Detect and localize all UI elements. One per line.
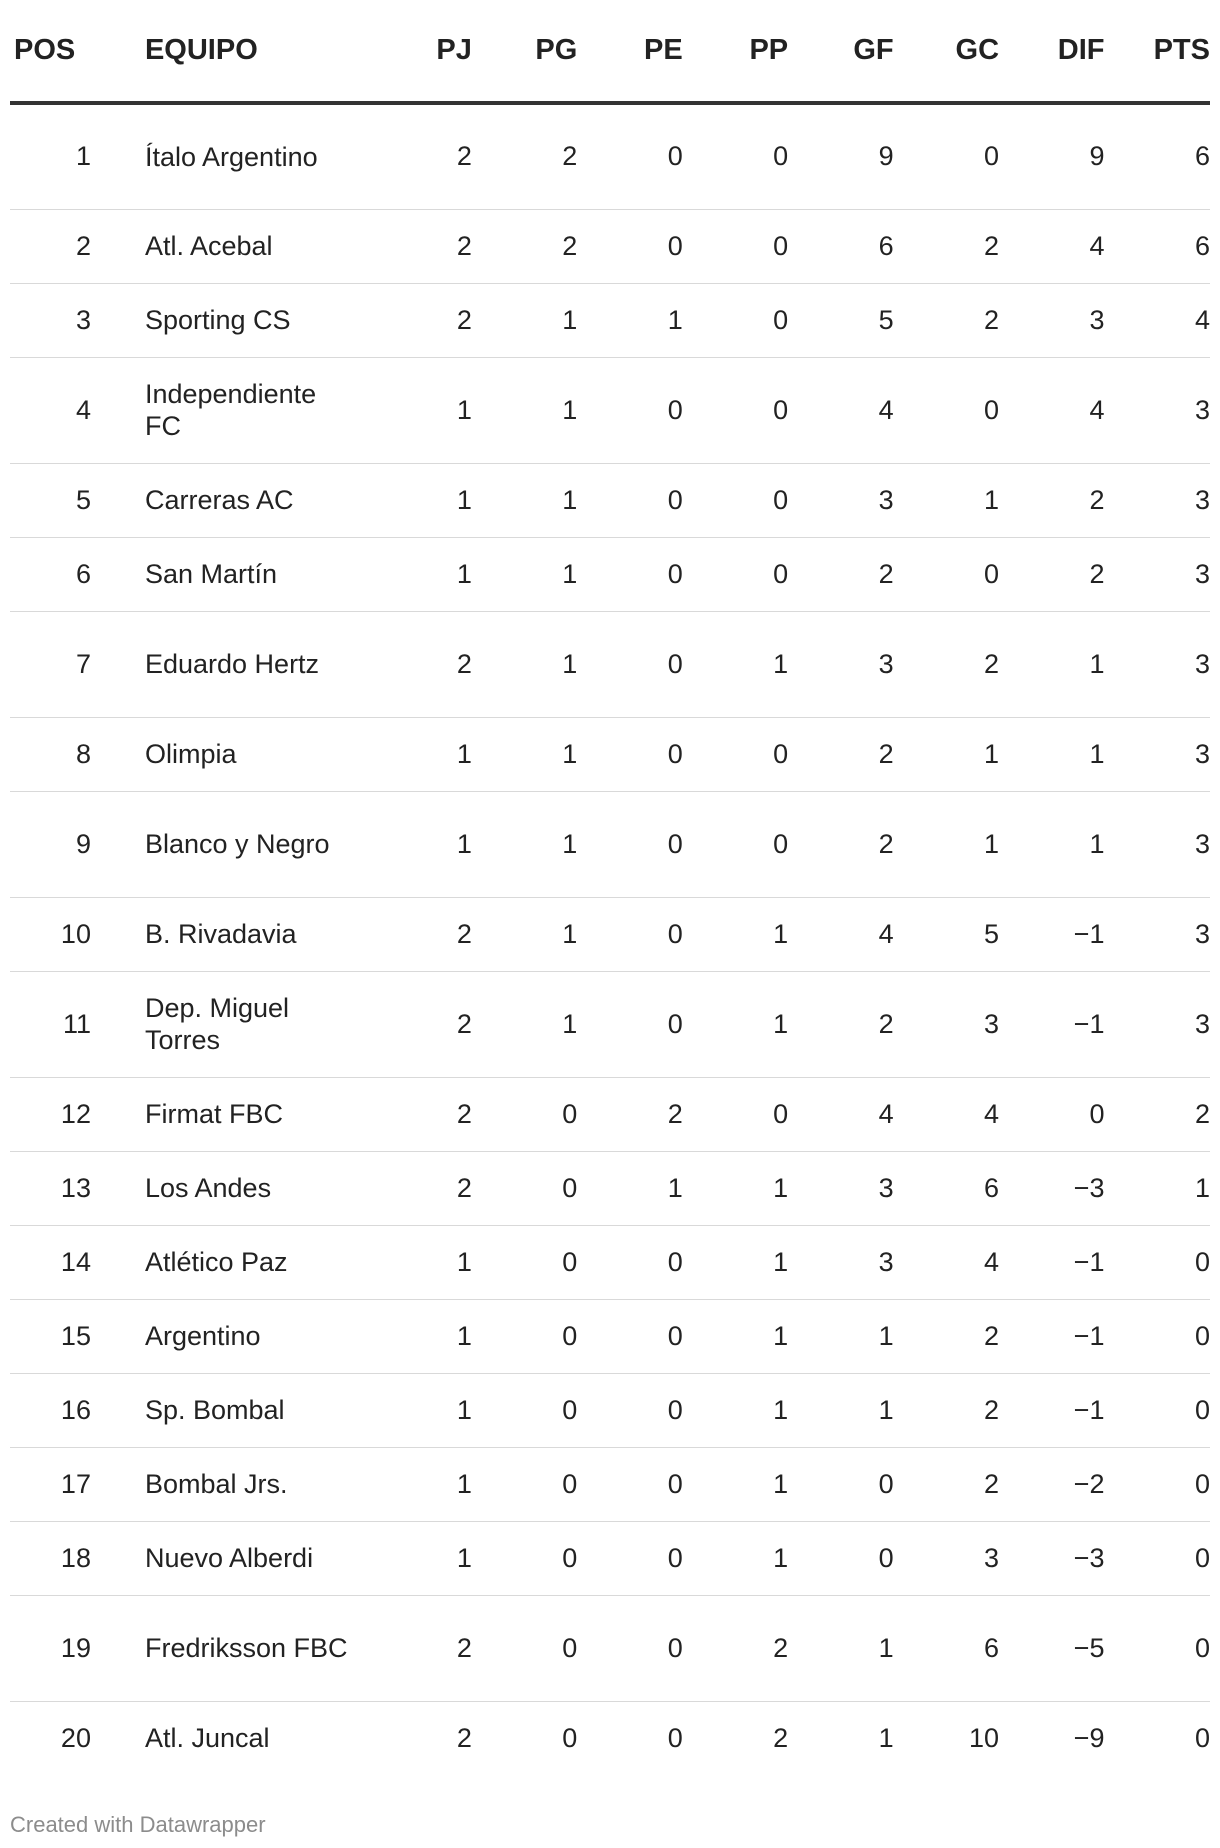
cell-pe: 0: [577, 209, 682, 283]
cell-pos: 3: [10, 283, 145, 357]
cell-dif: 4: [999, 357, 1104, 463]
cell-pp: 1: [683, 611, 788, 717]
cell-team: Independiente FC: [145, 357, 366, 463]
cell-pj: 2: [366, 897, 471, 971]
cell-gc: 0: [894, 537, 999, 611]
cell-team: Nuevo Alberdi: [145, 1521, 366, 1595]
cell-pe: 2: [577, 1077, 682, 1151]
cell-team: Olimpia: [145, 717, 366, 791]
cell-pe: 0: [577, 357, 682, 463]
cell-pp: 0: [683, 103, 788, 209]
cell-dif: 9: [999, 103, 1104, 209]
cell-gf: 0: [788, 1521, 893, 1595]
cell-team: Sp. Bombal: [145, 1373, 366, 1447]
cell-pe: 0: [577, 1225, 682, 1299]
cell-dif: −2: [999, 1447, 1104, 1521]
cell-pp: 0: [683, 717, 788, 791]
cell-pp: 0: [683, 537, 788, 611]
cell-team: Argentino: [145, 1299, 366, 1373]
cell-pos: 2: [10, 209, 145, 283]
cell-gc: 3: [894, 971, 999, 1077]
cell-team: Atl. Juncal: [144, 1723, 270, 1754]
table-row: [10, 1151, 1210, 1225]
cell-pos: 4: [10, 357, 145, 463]
cell-gc: 4: [894, 1225, 999, 1299]
cell-gf: 2: [788, 537, 893, 611]
cell-dif: −3: [999, 1521, 1104, 1595]
cell-gc: 0: [894, 103, 999, 209]
header-pj[interactable]: PJ: [366, 0, 471, 103]
cell-gf: 0: [788, 1447, 893, 1521]
cell-gf: 1: [878, 1722, 894, 1753]
cell-pp: 1: [683, 971, 788, 1077]
cell-pos: 7: [10, 611, 145, 717]
cell-pp: 0: [683, 357, 788, 463]
cell-team: Carreras AC: [145, 463, 366, 537]
cell-gc: 2: [894, 1299, 999, 1373]
cell-pj: 1: [366, 1447, 471, 1521]
cell-dif: 2: [999, 463, 1104, 537]
table-row: [10, 717, 1210, 791]
header-dif[interactable]: DIF: [999, 0, 1104, 103]
cell-pe: 0: [577, 1521, 682, 1595]
cell-gf: 2: [788, 791, 893, 897]
cell-pg: 1: [472, 537, 577, 611]
cell-dif: −1: [999, 1373, 1104, 1447]
cell-pp: 1: [683, 1521, 788, 1595]
cell-gc: 1: [894, 717, 999, 791]
cell-pg: 1: [472, 463, 577, 537]
datawrapper-credit[interactable]: Created with Datawrapper: [10, 1812, 266, 1837]
cell-dif: −1: [999, 1225, 1104, 1299]
cell-dif: −5: [999, 1595, 1104, 1701]
cell-pp: 1: [683, 1447, 788, 1521]
cell-team: Blanco y Negro: [145, 791, 366, 897]
cell-team: Firmat FBC: [145, 1077, 366, 1151]
cell-pg: 1: [472, 971, 577, 1077]
cell-gc: 4: [894, 1077, 999, 1151]
header-pts[interactable]: PTS: [1104, 0, 1210, 103]
table-row: [10, 1077, 1210, 1151]
standings-table: [10, 0, 1210, 1775]
cell-pp: 1: [683, 897, 788, 971]
cell-pp: 1: [683, 1373, 788, 1447]
cell-pg: 0: [472, 1521, 577, 1595]
cell-gc: 2: [894, 1447, 999, 1521]
cell-pos: 17: [10, 1447, 145, 1521]
table-row: [10, 537, 1210, 611]
cell-pe: 0: [577, 1595, 682, 1701]
cell-gc: 5: [894, 897, 999, 971]
cell-pts: 0: [1104, 1299, 1210, 1373]
cell-pe: 0: [577, 791, 682, 897]
cell-gf: 4: [788, 897, 893, 971]
cell-gc: 2: [894, 1373, 999, 1447]
cell-dif: 0: [999, 1077, 1104, 1151]
header-gf[interactable]: GF: [788, 0, 893, 103]
cell-pts: 3: [1104, 611, 1210, 717]
cell-dif: 2: [999, 537, 1104, 611]
cell-pts: 0: [1104, 1225, 1210, 1299]
cell-pp: 2: [683, 1595, 788, 1701]
table-row: [10, 1595, 1210, 1701]
table-row: [10, 611, 1210, 717]
cell-dif: −1: [999, 1299, 1104, 1373]
cell-pg: 1: [472, 283, 577, 357]
cell-gf: 1: [788, 1595, 893, 1701]
table-row: [10, 357, 1210, 463]
header-team[interactable]: EQUIPO: [145, 0, 366, 103]
cell-gf: 3: [788, 611, 893, 717]
cell-team: Fredriksson FBC: [145, 1595, 366, 1701]
table-row: [10, 1373, 1210, 1447]
cell-gc: 6: [894, 1595, 999, 1701]
cell-pg: 1: [472, 897, 577, 971]
cell-pts: 3: [1104, 971, 1210, 1077]
cell-pe: 0: [577, 463, 682, 537]
cell-pp: 1: [683, 1299, 788, 1373]
cell-gf: 3: [788, 1225, 893, 1299]
cell-pos: 5: [10, 463, 145, 537]
cell-pj: 2: [366, 103, 471, 209]
header-pos[interactable]: POS: [10, 0, 145, 103]
cell-gc: 2: [894, 209, 999, 283]
cell-gc: 10: [968, 1722, 1000, 1753]
cell-pts: 1: [1104, 1151, 1210, 1225]
cell-pj: 1: [366, 463, 471, 537]
cell-pg: 1: [472, 717, 577, 791]
cell-pe: 0: [577, 971, 682, 1077]
cell-dif: 3: [999, 283, 1104, 357]
cell-gf: 4: [788, 1077, 893, 1151]
cell-pe: 0: [577, 1447, 682, 1521]
table-row: [10, 791, 1210, 897]
cell-pg: 0: [472, 1151, 577, 1225]
cell-team: Sporting CS: [145, 283, 366, 357]
cell-pg: 1: [472, 357, 577, 463]
cell-pe: 0: [577, 103, 682, 209]
header-pp[interactable]: PP: [683, 0, 788, 103]
table-body: [10, 103, 1210, 1775]
cell-gc: 1: [894, 791, 999, 897]
cell-pj: 2: [456, 1722, 472, 1753]
cell-pos: 16: [10, 1373, 145, 1447]
cell-pe: 0: [577, 537, 682, 611]
cell-gf: 2: [788, 971, 893, 1077]
cell-pg: 0: [472, 1595, 577, 1701]
cell-team: Ítalo Argentino: [145, 103, 366, 209]
table-header: [10, 0, 1210, 103]
cell-gc: 2: [894, 611, 999, 717]
cell-dif: 1: [999, 717, 1104, 791]
cell-pg: 0: [472, 1077, 577, 1151]
cell-pts: 0: [1104, 1521, 1210, 1595]
cell-pts: 6: [1104, 209, 1210, 283]
cell-pe: 1: [577, 1151, 682, 1225]
cell-pj: 2: [366, 611, 471, 717]
cell-pe: 0: [577, 611, 682, 717]
cell-pj: 2: [366, 1151, 471, 1225]
cell-gf: 2: [788, 717, 893, 791]
cell-dif: 4: [999, 209, 1104, 283]
cell-pts: 0: [1104, 1447, 1210, 1521]
cell-pos: 19: [10, 1595, 145, 1701]
cell-pg: 2: [472, 209, 577, 283]
cell-pts: 3: [1104, 791, 1210, 897]
cell-pp: 2: [773, 1722, 789, 1753]
cell-pos: 10: [10, 897, 145, 971]
cell-pos: 11: [10, 971, 145, 1077]
cell-gf: 3: [788, 463, 893, 537]
cell-pp: 1: [683, 1225, 788, 1299]
cell-pj: 1: [366, 717, 471, 791]
cell-dif: −1: [999, 897, 1104, 971]
cell-pos: 13: [10, 1151, 145, 1225]
cell-pos: 18: [10, 1521, 145, 1595]
cell-pj: 2: [366, 283, 471, 357]
cell-team: B. Rivadavia: [145, 897, 366, 971]
table-row: [10, 1701, 1210, 1775]
cell-pe: 0: [577, 897, 682, 971]
cell-pg: 0: [472, 1373, 577, 1447]
cell-team: San Martín: [145, 537, 366, 611]
cell-pts: 0: [1104, 1373, 1210, 1447]
cell-pj: 2: [366, 1595, 471, 1701]
cell-pos: 14: [10, 1225, 145, 1299]
cell-team: Dep. Miguel Torres: [145, 971, 366, 1077]
table-row: [10, 209, 1210, 283]
table-row: [10, 971, 1210, 1077]
cell-pe: 0: [667, 1722, 683, 1753]
cell-pg: 2: [472, 103, 577, 209]
cell-gc: 6: [894, 1151, 999, 1225]
table-row: [10, 103, 1210, 209]
cell-pts: 3: [1104, 357, 1210, 463]
cell-gc: 1: [894, 463, 999, 537]
cell-team: Los Andes: [145, 1151, 366, 1225]
table-row: [10, 463, 1210, 537]
cell-pp: 0: [683, 209, 788, 283]
cell-pts: 4: [1104, 283, 1210, 357]
cell-pos: 6: [10, 537, 145, 611]
table-row: [10, 1447, 1210, 1521]
cell-pp: 0: [683, 463, 788, 537]
cell-pos: 20: [60, 1722, 91, 1753]
cell-dif: −1: [999, 971, 1104, 1077]
cell-pp: 0: [683, 791, 788, 897]
cell-team: Bombal Jrs.: [145, 1447, 366, 1521]
cell-pts: 3: [1104, 537, 1210, 611]
header-pg[interactable]: PG: [472, 0, 577, 103]
cell-team: Atlético Paz: [145, 1225, 366, 1299]
cell-pos: 12: [10, 1077, 145, 1151]
cell-pts: 3: [1104, 717, 1210, 791]
cell-gc: 2: [894, 283, 999, 357]
cell-dif: −3: [999, 1151, 1104, 1225]
cell-pj: 1: [366, 537, 471, 611]
cell-pg: 0: [562, 1722, 578, 1753]
cell-pp: 1: [683, 1151, 788, 1225]
cell-pp: 0: [683, 283, 788, 357]
cell-dif: 1: [999, 791, 1104, 897]
cell-pts: 3: [1104, 463, 1210, 537]
table-row: [10, 897, 1210, 971]
cell-pj: 2: [366, 971, 471, 1077]
cell-pg: 1: [472, 791, 577, 897]
cell-pj: 1: [366, 1225, 471, 1299]
cell-pe: 1: [577, 283, 682, 357]
cell-gf: 4: [788, 357, 893, 463]
cell-pts: 3: [1104, 897, 1210, 971]
cell-pos: 9: [10, 791, 145, 897]
cell-gf: 1: [788, 1373, 893, 1447]
cell-pg: 1: [472, 611, 577, 717]
cell-gf: 3: [788, 1151, 893, 1225]
header-row: [10, 0, 1210, 103]
cell-pg: 0: [472, 1447, 577, 1521]
cell-pos: 15: [10, 1299, 145, 1373]
cell-team: Atl. Acebal: [145, 209, 366, 283]
cell-team: Eduardo Hertz: [145, 611, 366, 717]
cell-pts: 0: [1104, 1595, 1210, 1701]
cell-gc: 3: [894, 1521, 999, 1595]
cell-pe: 0: [577, 717, 682, 791]
cell-pg: 0: [472, 1225, 577, 1299]
cell-pts: 2: [1104, 1077, 1210, 1151]
cell-gf: 9: [788, 103, 893, 209]
cell-pj: 1: [366, 1373, 471, 1447]
header-gc[interactable]: GC: [894, 0, 999, 103]
cell-pos: 1: [10, 103, 145, 209]
cell-pj: 1: [366, 1299, 471, 1373]
cell-pe: 0: [577, 1373, 682, 1447]
cell-pj: 1: [366, 357, 471, 463]
cell-pts: 0: [1194, 1722, 1210, 1753]
cell-pp: 0: [683, 1077, 788, 1151]
cell-gc: 0: [894, 357, 999, 463]
table-row: [10, 1225, 1210, 1299]
cell-pts: 6: [1104, 103, 1210, 209]
cell-dif: 1: [999, 611, 1104, 717]
cell-pe: 0: [577, 1299, 682, 1373]
cell-pj: 1: [366, 791, 471, 897]
cell-pos: 8: [10, 717, 145, 791]
standings-table-container: [10, 0, 1210, 1775]
table-row: [10, 1299, 1210, 1373]
cell-pj: 1: [366, 1521, 471, 1595]
header-pe[interactable]: PE: [577, 0, 682, 103]
table-row: [10, 283, 1210, 357]
cell-gf: 1: [788, 1299, 893, 1373]
cell-pj: 2: [366, 1077, 471, 1151]
table-row: [10, 1521, 1210, 1595]
cell-gf: 6: [788, 209, 893, 283]
cell-pj: 2: [366, 209, 471, 283]
cell-pg: 0: [472, 1299, 577, 1373]
cell-dif: −9: [1073, 1722, 1105, 1753]
cell-gf: 5: [788, 283, 893, 357]
